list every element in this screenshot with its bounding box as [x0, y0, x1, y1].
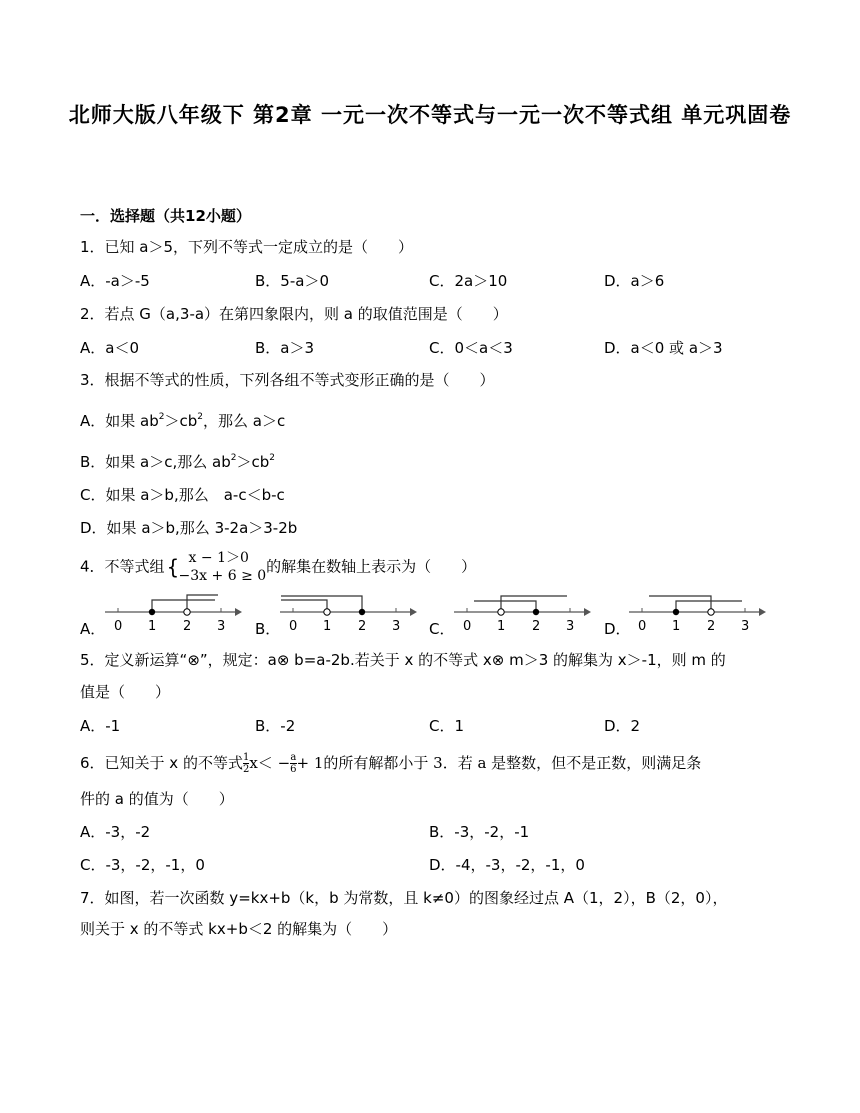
fraction: $\frac{a}{6}$ — [290, 752, 297, 775]
q4-option-b-label: B． — [255, 620, 281, 638]
q6-option-b: B．-3，-2，-1 — [429, 823, 530, 841]
question-1-stem: 1．已知 a＞5，下列不等式一定成立的是（ ） — [80, 238, 414, 256]
inequality-system: { x − 1＞0 −3x + 6 ≥ 0 — [166, 550, 267, 584]
q5-option-d: D．2 — [604, 717, 641, 735]
tick-label: 2 — [183, 619, 192, 634]
tick-label: 0 — [114, 619, 123, 634]
q4-option-a-number-line — [100, 592, 245, 637]
q1-option-a: A．-a＞-5 — [80, 272, 150, 290]
fraction: $\frac{1}{2}$ — [242, 752, 250, 775]
q6-option-a: A．-3，-2 — [80, 823, 151, 841]
q4-option-d-number-line — [624, 592, 769, 637]
tick-label: 1 — [323, 619, 332, 634]
tick-label: 1 — [497, 619, 506, 634]
tick-label: 3 — [566, 619, 575, 634]
q5-option-a: A．-1 — [80, 717, 121, 735]
question-3-stem: 3．根据不等式的性质，下列各组不等式变形正确的是（ ） — [80, 371, 495, 389]
tick-label: 1 — [148, 619, 157, 634]
tick-label: 1 — [672, 619, 681, 634]
q4-option-c-label: C． — [429, 620, 455, 638]
tick-label: 3 — [741, 619, 750, 634]
question-5-stem-cont: 值是（ ） — [80, 683, 171, 701]
q1-option-d: D．a＞6 — [604, 272, 665, 290]
q4-option-c-number-line — [449, 592, 594, 637]
tick-label: 3 — [217, 619, 226, 634]
q3-option-b: B．如果 a＞c,那么 $ab^2>cb^2$ — [80, 453, 275, 471]
question-7-stem-cont: 则关于 x 的不等式 kx+b＜2 的解集为（ ） — [80, 920, 398, 938]
question-7-stem: 7．如图，若一次函数 y=kx+b（k，b 为常数，且 k≠0）的图象经过点 A（1，2），B（2，0）， — [80, 889, 728, 907]
q4-option-b-number-line — [275, 592, 420, 637]
question-5-stem: 5．定义新运算“⊗”，规定：a⊗ b=a-2b.若关于 x 的不等式 x⊗ m＞3 的解集为 x＞-1，则 m 的 — [80, 651, 726, 669]
q2-option-a: A．a＜0 — [80, 339, 139, 357]
q1-option-b: B．5-a＞0 — [255, 272, 329, 290]
q1-option-c: C．2a＞10 — [429, 272, 508, 290]
q4-option-d-label: D． — [604, 620, 631, 638]
q2-option-c: C．0＜a＜3 — [429, 339, 513, 357]
section-heading: 一．选择题（共12小题） — [80, 207, 251, 225]
q5-option-b: B．-2 — [255, 717, 296, 735]
tick-label: 3 — [392, 619, 401, 634]
tick-label: 2 — [707, 619, 716, 634]
q3-option-c: C．如果 a＞b,那么 a-c＜b-c — [80, 486, 285, 504]
q2-option-b: B．a＞3 — [255, 339, 315, 357]
question-2-stem: 2．若点 G（a,3-a）在第四象限内，则 a 的取值范围是（ ） — [80, 305, 508, 323]
tick-label: 2 — [532, 619, 541, 634]
tick-label: 0 — [289, 619, 298, 634]
question-6-stem-cont: 件的 a 的值为（ ） — [80, 790, 234, 808]
question-6-stem: 6．已知关于 x 的不等式 $\frac{1}{2}$ x＜ − $\frac{a}{6}$ + 1的所有解都小于 3．若 a 是整数，但不是正数，则满足条 — [80, 752, 702, 775]
tick-label: 0 — [638, 619, 647, 634]
tick-label: 0 — [463, 619, 472, 634]
q3-option-d: D．如果 a＞b,那么 3-2a＞3-2b — [80, 519, 298, 537]
q5-option-c: C．1 — [429, 717, 465, 735]
tick-label: 2 — [358, 619, 367, 634]
q3-option-a: A．如果 $ab^2>cb^2$，那么 a＞c — [80, 412, 286, 430]
question-4-stem: 4．不等式组 { x − 1＞0 −3x + 6 ≥ 0 的解集在数轴上表示为（ ） — [80, 550, 477, 584]
q4-option-a-label: A． — [80, 620, 106, 638]
q6-option-d: D．-4，-3，-2，-1，0 — [429, 856, 585, 874]
q2-option-d: D．a＜0 或 a＞3 — [604, 339, 723, 357]
q6-option-c: C．-3，-2，-1，0 — [80, 856, 205, 874]
page-title: 北师大版八年级下 第2章 一元一次不等式与一元一次不等式组 单元巩固卷 — [68, 103, 792, 127]
